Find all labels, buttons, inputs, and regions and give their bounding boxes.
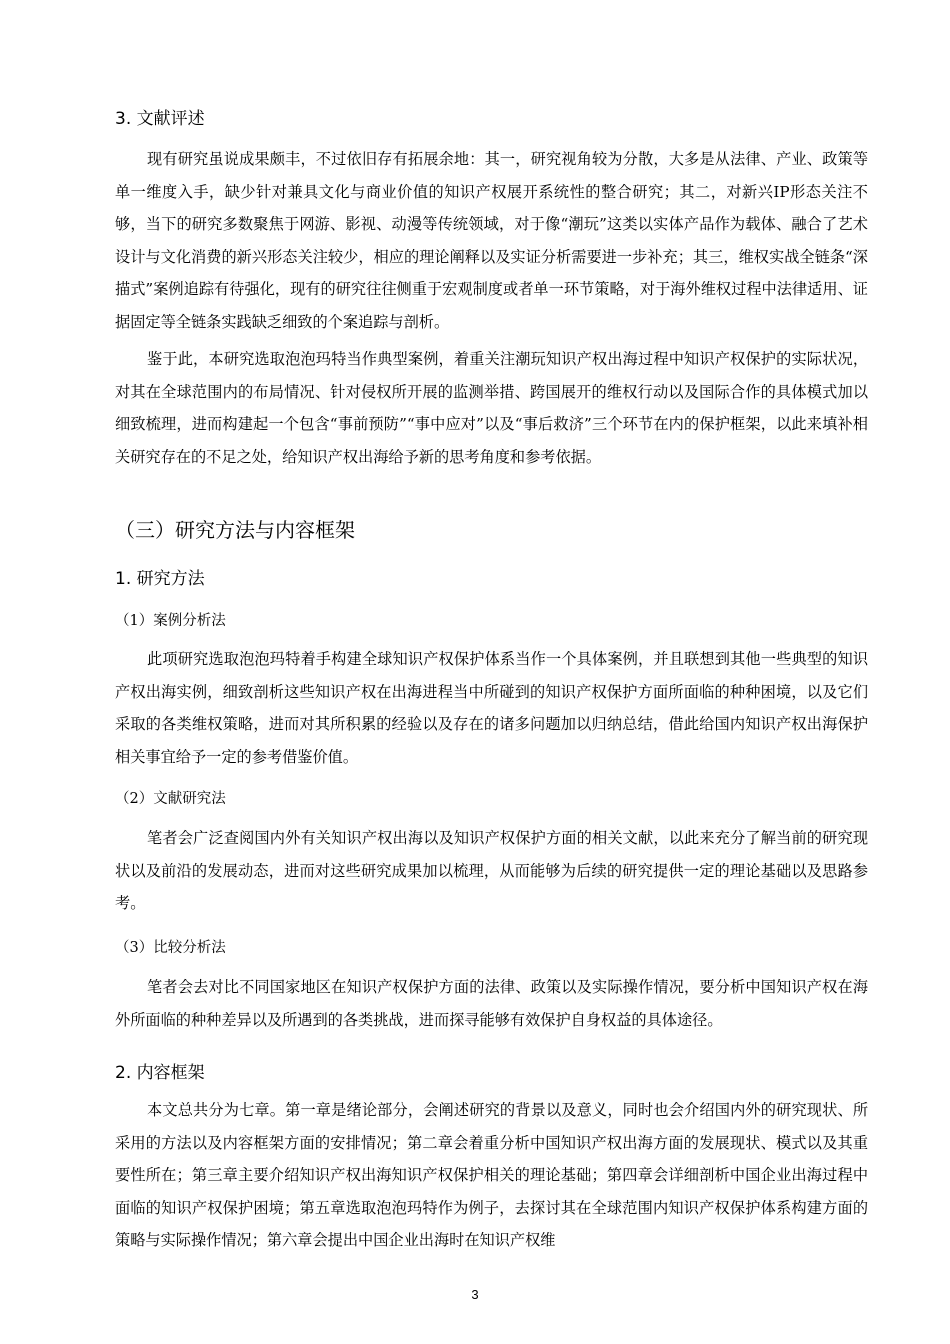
page-number: 3 [471,1287,479,1302]
literature-method-paragraph: 笔者会广泛查阅国内外有关知识产权出海以及知识产权保护方面的相关文献，以此来充分了解当前的研究现状以及前沿的发展动态，进而对这些研究成果加以梳理，从而能够为后续的研究提供一定的理论基础以及思路参考。 [115,829,868,912]
case-analysis-heading: （1）案例分析法 [115,613,226,629]
lit-review-heading: 3. 文献评述 [115,109,205,129]
comparative-method-paragraph: 笔者会去对比不同国家地区在知识产权保护方面的法律、政策以及实际操作情况，要分析中国知识产权在海外所面临的种种差异以及所遇到的各类挑战，进而探寻能够有效保护自身权益的具体途径。 [115,978,868,1029]
content-framework-paragraph: 本文总共分为七章。第一章是绪论部分，会阐述研究的背景以及意义，同时也会介绍国内外的研究现状、所采用的方法以及内容框架方面的安排情况；第二章会着重分析中国知识产权出海方面的发展现状、模式以及其重要性所在；第三章主要介绍知识产权出海知识产权保护相关的理论基础；第四章会详细剖析中国企业出海过程中面临的知识产权保护困境；第五章选取泡泡玛特作为例子，去探讨其在全球范围内知识产权保护体系构建方面的策略与实际操作情况；第六章会提出中国企业出海时在知识产权维 [115,1101,868,1249]
lit-review-paragraph-2: 鉴于此，本研究选取泡泡玛特当作典型案例，着重关注潮玩知识产权出海过程中知识产权保护的实际状况，对其在全球范围内的布局情况、针对侵权所开展的监测举措、跨国展开的维权行动以及国际合作的具体模式加以细致梳理，进而构建起一个包含“事前预防”“事中应对”以及“事后救济”三个环节在内的保护框架，以此来填补相关研究存在的不足之处，给知识产权出海给予新的思考角度和参考依据。 [115,350,868,466]
case-analysis-paragraph: 此项研究选取泡泡玛特着手构建全球知识产权保护体系当作一个具体案例，并且联想到其他一些典型的知识产权出海实例，细致剖析这些知识产权在出海进程当中所碰到的知识产权保护方面所面临的种种困境，以及它们采取的各类维权策略，进而对其所积累的经验以及存在的诸多问题加以归纳总结，借此给国内知识产权出海保护相关事宜给予一定的参考借鉴价值。 [115,650,868,766]
literature-method-heading: （2）文献研究法 [115,791,226,807]
content-framework-heading: 2. 内容框架 [115,1063,205,1083]
lit-review-paragraph-1: 现有研究虽说成果颇丰，不过依旧存有拓展余地：其一，研究视角较为分散，大多是从法律、产业、政策等单一维度入手，缺少针对兼具文化与商业价值的知识产权展开系统性的整合研究；其二，对新兴IP形态关注不够，当下的研究多数聚焦于网游、影视、动漫等传统领域，对于像“潮玩”这类以实体产品作为载体、融合了艺术设计与文化消费的新兴形态关注较少，相应的理论阐释以及实证分析需要进一步补充；其三，维权实战全链条“深描式”案例追踪有待强化，现有的研究往往侧重于宏观制度或者单一环节策略，对于海外维权过程中法律适用、证据固定等全链条实践缺乏细致的个案追踪与剖析。 [115,150,868,331]
comparative-method-heading: （3）比较分析法 [115,940,226,956]
methods-framework-heading: （三）研究方法与内容框架 [115,518,355,542]
methods-sub-heading: 1. 研究方法 [115,569,205,589]
